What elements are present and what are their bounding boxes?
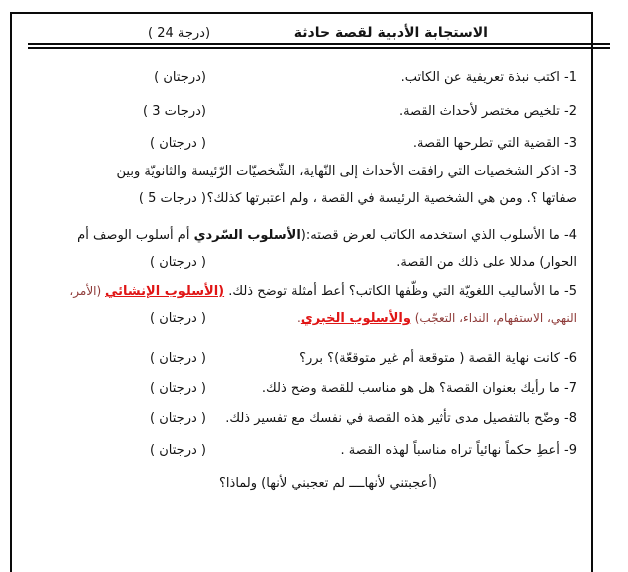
question-line: الحوار) مدللا على ذلك من القصة. <box>396 255 577 270</box>
question-line: 2- تلخيص مختصر لأحداث القصة. <box>398 104 577 119</box>
question-row <box>14 64 577 91</box>
question-text <box>214 98 577 125</box>
question-line: 3- اذكر الشخصيات التي رافقت الأحداث إلى النّهاية، الشّخصيّات الرّئيسة والثانويّة وبين <box>116 164 577 179</box>
question-row <box>14 405 577 432</box>
question-line: أم أسلوب الوصف أم <box>77 228 194 243</box>
red-underlined-phrase: (الأسلوب الإنشائي <box>105 284 225 299</box>
question-row <box>14 98 577 125</box>
marks-label: ( 5 درجات ) <box>138 191 206 206</box>
dark-red-phrase: . <box>297 311 301 325</box>
question-text <box>214 130 577 157</box>
question-line: 1- اكتب نبذة تعريفية عن الكاتب. <box>400 70 577 85</box>
question-row <box>14 375 577 402</box>
question-row <box>14 130 577 157</box>
questions-list <box>14 64 577 497</box>
question-line: 8- وضّح بالتفصيل مدى تأثير هذه القصة في نفسك مع تفسير ذلك. <box>225 411 577 426</box>
marks-label: ( درجتان ) <box>150 351 206 366</box>
marks-label: ( 3 درجات) <box>143 104 206 119</box>
question-line: 7- ما رأيك بعنوان القصة؟ هل هو مناسب للقصة وضح ذلك. <box>261 381 577 396</box>
marks-label: ( درجتان ) <box>150 381 206 396</box>
question-line: 5- ما الأساليب اللغويّة التي وظّفها الكاتب؟ أعط أمثلة توضح ذلك. <box>224 284 577 299</box>
total-marks-label: ( 24 درجة) <box>148 26 211 41</box>
page-title: الاستجابة الأدبية لقصة حادثة <box>293 25 488 41</box>
question-line: 4- ما الأسلوب الذي استخدمه الكاتب لعرض قصته:( <box>300 228 577 243</box>
question-line: صفاتها ؟. ومن هي الشخصية الرئيسة في القصة ، ولم اعتبرتها كذلك؟ <box>206 191 577 206</box>
question-text <box>214 437 577 464</box>
question-line: 6- كانت نهاية القصة ( متوقعة أم غير متوقعّة)؟ برر؟ <box>299 351 577 366</box>
marks-label: ( درجتان ) <box>150 136 206 151</box>
question-text <box>214 405 577 432</box>
marks-label: ( درجتان ) <box>150 411 206 426</box>
question-text <box>214 345 577 372</box>
header-divider <box>28 43 610 49</box>
marks-label: ( درجتان ) <box>150 255 206 270</box>
marks-label: ( درجتان ) <box>150 311 206 326</box>
footer-note: (أعجبتني لأنهاــــ لم تعجبني لأنها) ولماذا؟ <box>219 476 437 491</box>
question-row <box>14 345 577 372</box>
marks-label: ( درجتان) <box>154 70 206 85</box>
question-line: 9- أعطِ حكماً نهائياً تراه مناسباً لهذه القصة . <box>340 443 577 458</box>
bold-phrase: الأسلوب السّردي <box>193 228 301 243</box>
question-row <box>14 222 577 276</box>
red-underlined-phrase: والأسلوب الخبري <box>300 311 411 326</box>
question-row <box>14 158 577 212</box>
question-text <box>214 64 577 91</box>
question-text <box>214 375 577 402</box>
final-judgement-options <box>14 470 577 497</box>
question-row <box>14 278 577 332</box>
question-row <box>14 437 577 464</box>
question-line: 3- القضية التي تطرحها القصة. <box>412 136 577 151</box>
dark-red-phrase: (الأمر، <box>69 284 106 298</box>
marks-label: ( درجتان ) <box>150 443 206 458</box>
dark-red-phrase: النهي، الاستفهام، النداء، التعجّب) <box>410 311 577 325</box>
